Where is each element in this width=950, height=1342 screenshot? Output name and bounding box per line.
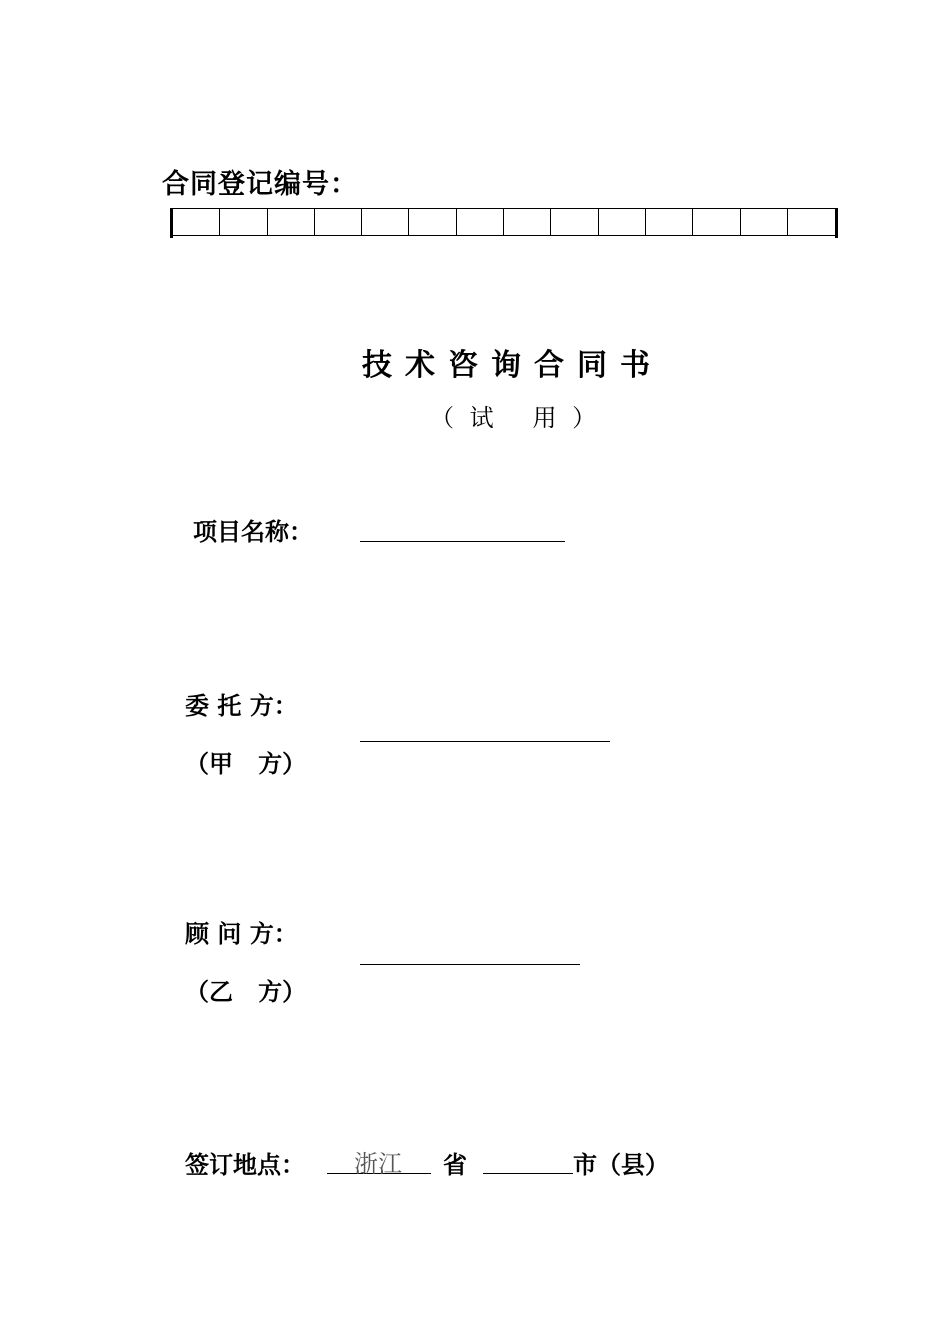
document-title: 技术咨询合同书 (362, 348, 663, 383)
registration-number-box[interactable] (409, 208, 456, 236)
project-name-label: 项目名称： (193, 518, 313, 546)
client-label: 委 托 方： (185, 692, 298, 720)
registration-number-boxes[interactable] (170, 208, 838, 238)
client-party-a-label: （甲 方） (185, 750, 307, 778)
registration-number-box[interactable] (788, 208, 835, 236)
registration-number-box[interactable] (457, 208, 504, 236)
client-field[interactable] (360, 741, 610, 742)
consultant-field[interactable] (360, 964, 580, 965)
registration-number-label: 合同登记编号： (162, 169, 358, 200)
registration-number-box[interactable] (268, 208, 315, 236)
consultant-party-b-label: （乙 方） (185, 978, 307, 1006)
province-unit-label: 省 (443, 1151, 467, 1179)
province-field[interactable]: 浙江 (327, 1144, 431, 1174)
registration-number-box[interactable] (646, 208, 693, 236)
registration-number-box[interactable] (693, 208, 740, 236)
registration-number-box[interactable] (599, 208, 646, 236)
registration-number-box[interactable] (173, 208, 220, 236)
city-field[interactable] (483, 1173, 573, 1174)
document-subtitle: （ 试 用 ） (430, 404, 601, 432)
registration-number-box[interactable] (551, 208, 598, 236)
registration-number-box[interactable] (504, 208, 551, 236)
registration-number-box[interactable] (220, 208, 267, 236)
project-name-field[interactable] (360, 541, 565, 542)
registration-number-box[interactable] (362, 208, 409, 236)
signing-place-label: 签订地点： (185, 1151, 305, 1179)
city-county-unit-label: 市（县） (573, 1151, 669, 1179)
registration-number-box[interactable] (741, 208, 788, 236)
consultant-label: 顾 问 方： (185, 920, 298, 948)
registration-number-box[interactable] (315, 208, 362, 236)
